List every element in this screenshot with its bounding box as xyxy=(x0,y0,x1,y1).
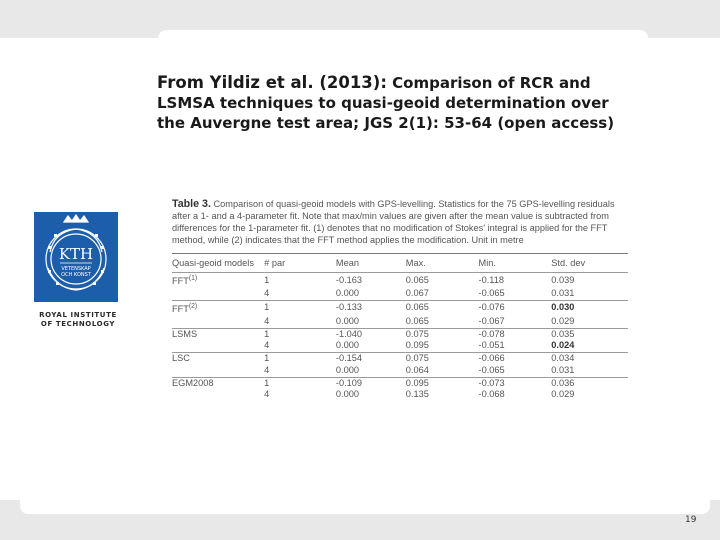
title-rest: Comparison of RCR and LSMSA techniques to quasi-geoid determination over the Auvergne test area; JGS 2(1): 53-64 (open access) xyxy=(157,74,615,132)
table-cell-model: EGM2008 xyxy=(172,377,264,389)
header-cell: # par xyxy=(264,257,286,269)
table-caption xyxy=(172,198,628,247)
table-cell-par: 4 xyxy=(264,287,270,299)
table-cell-footnote: (2) xyxy=(188,302,198,310)
table-cell-max: 0.065 xyxy=(405,315,429,327)
svg-text:OCH KONST: OCH KONST xyxy=(61,272,91,278)
table-row xyxy=(172,340,628,352)
table-cell-std: 0.035 xyxy=(551,328,628,340)
table-cell-min: -0.073 xyxy=(479,377,552,389)
table-cell-std: 0.024 xyxy=(551,340,575,352)
kth-crest-icon xyxy=(34,212,118,302)
table-cell-model xyxy=(172,288,264,300)
table-cell-mean: -1.040 xyxy=(336,328,406,340)
table-cell-max: 0.075 xyxy=(406,353,479,365)
table-cell-std: 0.030 xyxy=(551,300,628,315)
table-cell-mean: -0.133 xyxy=(336,300,406,315)
table-cell-max: 0.065 xyxy=(406,300,479,315)
table-cell-mean: 0.000 xyxy=(335,364,359,376)
table-cell-std: 0.039 xyxy=(551,273,628,288)
table-cell-min: -0.068 xyxy=(478,389,505,401)
table-row xyxy=(172,353,628,365)
table-cell-par: 4 xyxy=(264,389,270,401)
table-cell-mean: -0.163 xyxy=(336,273,406,288)
table-cell-min: -0.065 xyxy=(478,287,505,299)
header-cell: Quasi-geoid models xyxy=(172,257,254,269)
page-number: 19 xyxy=(685,515,697,525)
table-cell-footnote: (1) xyxy=(188,275,198,282)
table-cell-max: 0.095 xyxy=(405,340,429,352)
table-cell-model xyxy=(172,316,264,328)
table-cell-std: 0.029 xyxy=(551,315,575,327)
header-cell: Std. dev xyxy=(551,257,586,269)
table-row xyxy=(172,389,628,401)
table-cell-par: 4 xyxy=(264,340,270,352)
table-cell-std: 0.034 xyxy=(551,353,628,365)
table-cell-mean: 0.000 xyxy=(335,315,359,327)
table-cell-par: 1 xyxy=(264,328,336,340)
table-caption-label: Table 3. xyxy=(172,198,211,210)
table-cell-min: -0.067 xyxy=(478,315,505,327)
table-row xyxy=(172,316,628,328)
table-cell-mean: 0.000 xyxy=(335,389,359,401)
table-cell-model: LSC xyxy=(172,353,264,365)
table-cell-max: 0.095 xyxy=(406,377,479,389)
table-cell-min: -0.078 xyxy=(479,328,552,340)
table-cell-max: 0.067 xyxy=(405,287,429,299)
table-header-row xyxy=(172,254,628,273)
logo-line-2: OF TECHNOLOGY xyxy=(40,320,116,328)
table-cell-model xyxy=(172,365,264,377)
table-cell-max: 0.075 xyxy=(406,328,479,340)
content-card-top xyxy=(158,30,648,70)
results-table-figure xyxy=(172,198,628,442)
results-table xyxy=(172,254,628,401)
table-cell-std: 0.031 xyxy=(551,364,575,376)
table-cell-model xyxy=(172,340,264,352)
logo-line-1: ROYAL INSTITUTE xyxy=(39,311,117,319)
table-cell-model: LSMS xyxy=(172,328,264,340)
table-cell-std: 0.029 xyxy=(551,389,575,401)
table-cell-mean: 0.000 xyxy=(335,340,359,352)
table-row xyxy=(172,328,628,340)
svg-text:VETENSKAP: VETENSKAP xyxy=(61,266,91,272)
table-cell-par: 1 xyxy=(264,377,336,389)
table-cell-par: 4 xyxy=(264,315,270,327)
table-cell-mean: -0.154 xyxy=(336,353,406,365)
table-row xyxy=(172,288,628,300)
table-cell-par: 1 xyxy=(264,273,336,288)
table-row xyxy=(172,365,628,377)
table-cell-mean: -0.109 xyxy=(336,377,406,389)
table-caption-text: Comparison of quasi-geoid models with GPS-levelling. Statistics for the 75 GPS-levelling residuals after a 1- and a 4-parameter fit. Note that max/min values are given after the mean value is subtracted from differences for the 1-parameter fit. (1) denotes that no modification of Stokes' integral is applied for the FFT method, while (2) indicates that the FFT method applies the modification. Unit in metre xyxy=(172,199,615,246)
table-cell-min: -0.065 xyxy=(478,364,505,376)
table-cell-max: 0.135 xyxy=(405,389,429,401)
table-cell-min: -0.118 xyxy=(479,273,552,288)
table-cell-model: FFT$^{(2)}$ xyxy=(172,300,264,315)
logo-caption xyxy=(30,311,126,329)
table-cell-model: FFT$^{(1)}$ xyxy=(172,273,264,288)
table-cell-par: 1 xyxy=(264,300,336,315)
table-cell-std: 0.036 xyxy=(551,377,628,389)
table-cell-std: 0.031 xyxy=(551,287,575,299)
table-cell-par: 4 xyxy=(264,364,270,376)
title-lead: From Yildiz et al. (2013): xyxy=(157,73,387,92)
table-cell-min: -0.076 xyxy=(479,300,552,315)
table-cell-max: 0.064 xyxy=(405,364,429,376)
table-cell-mean: 0.000 xyxy=(335,287,359,299)
table-cell-min: -0.051 xyxy=(478,340,505,352)
kth-logo xyxy=(34,212,118,302)
header-cell: Mean xyxy=(335,257,359,269)
content-card-bottom xyxy=(20,490,710,514)
table-row xyxy=(172,300,628,315)
table-cell-max: 0.065 xyxy=(406,273,479,288)
slide-title xyxy=(157,73,637,133)
table-cell-min: -0.066 xyxy=(479,353,552,365)
header-cell: Min. xyxy=(478,257,496,269)
table-row xyxy=(172,273,628,288)
svg-text:KTH: KTH xyxy=(58,245,94,263)
table-row xyxy=(172,377,628,389)
table-cell-model xyxy=(172,389,264,401)
header-cell: Max. xyxy=(405,257,426,269)
table-cell-par: 1 xyxy=(264,353,336,365)
